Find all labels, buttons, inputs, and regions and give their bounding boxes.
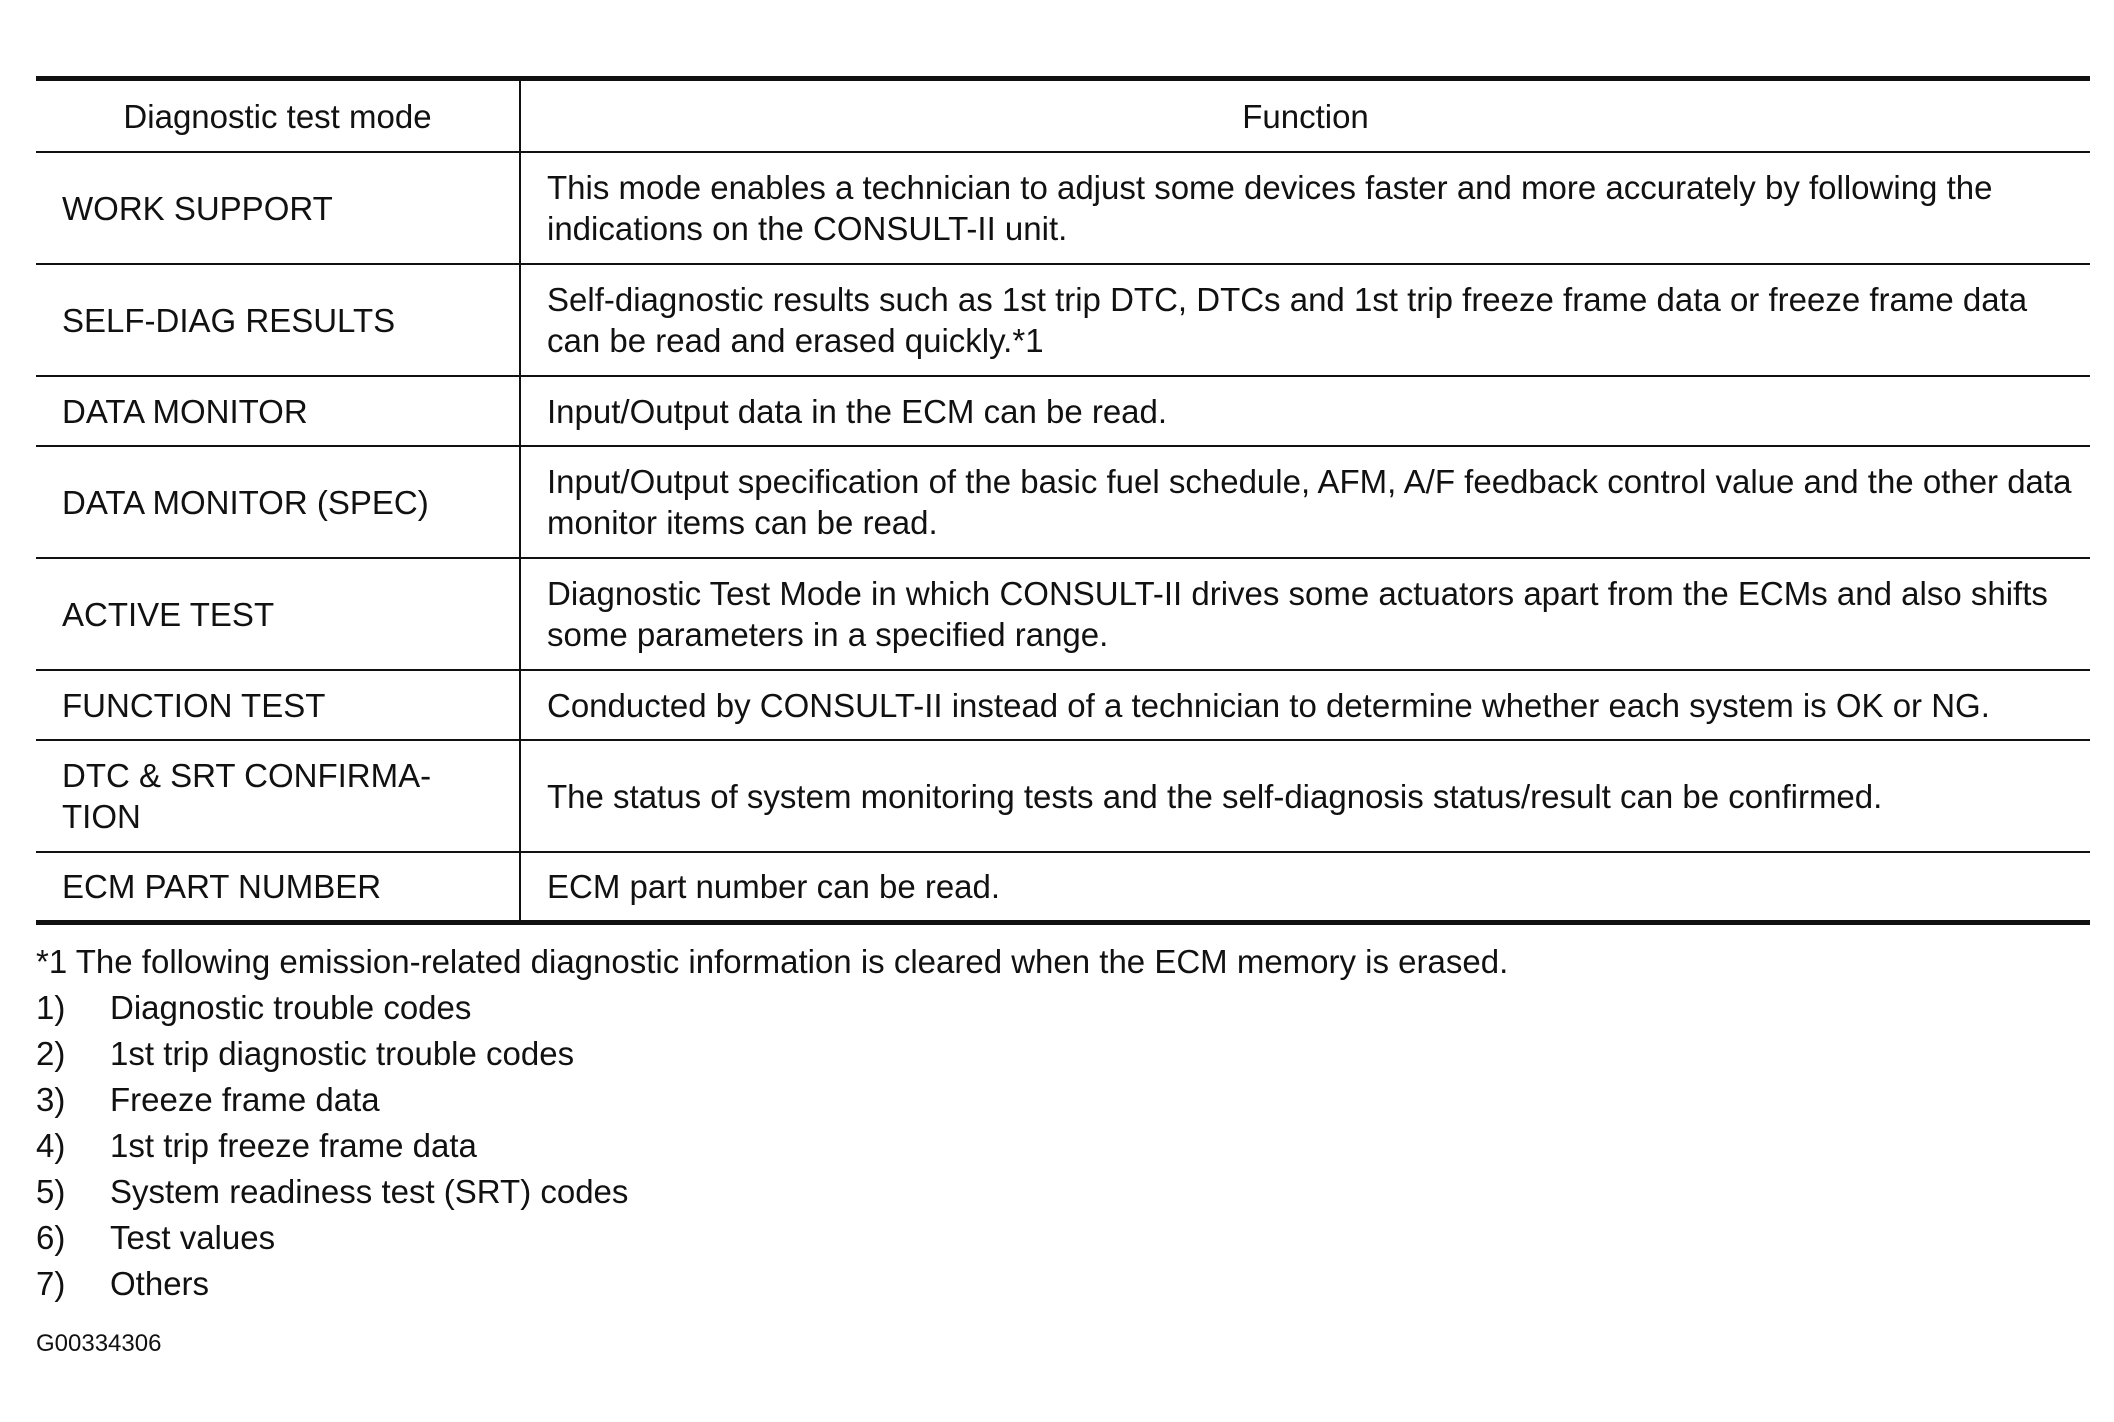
- row-function: ECM part number can be read.: [520, 852, 2090, 922]
- table-row: [36, 740, 2090, 852]
- list-item-number: 1): [36, 988, 66, 1026]
- diagnostic-mode-table: [36, 76, 2090, 925]
- row-function: This mode enables a technician to adjust some devices faster and more accurately by following the indications on the CONSULT-II unit.: [520, 152, 2090, 264]
- row-mode-data-monitor: DATA MONITOR: [36, 376, 520, 446]
- table-row: [36, 670, 2090, 740]
- list-item-number: 3): [36, 1080, 66, 1118]
- list-item-number: 7): [36, 1264, 66, 1302]
- list-item-label: 1st trip freeze frame data: [110, 1126, 477, 1164]
- list-item: [36, 1169, 2090, 1215]
- erased-info-list: [36, 985, 2090, 1307]
- list-item: [36, 1215, 2090, 1261]
- list-item-number: 6): [36, 1218, 66, 1256]
- row-mode-work-support: WORK SUPPORT: [36, 152, 520, 264]
- table-row: [36, 264, 2090, 376]
- list-item-label: Others: [110, 1264, 210, 1302]
- table-row: [36, 446, 2090, 558]
- list-item: [36, 1261, 2090, 1307]
- footnote-text: *1 The following emission-related diagnostic information is cleared when the ECM memory is erased.: [36, 942, 1509, 980]
- header-mode: Diagnostic test mode: [36, 79, 520, 153]
- row-function: Input/Output specification of the basic fuel schedule, AFM, A/F feedback control value and the other data monitor items can be read.: [520, 446, 2090, 558]
- list-item-label: Diagnostic trouble codes: [110, 988, 472, 1026]
- list-item: [36, 1077, 2090, 1123]
- table-header-row: [36, 79, 2090, 153]
- list-item-number: 5): [36, 1172, 66, 1210]
- row-function: Input/Output data in the ECM can be read.: [520, 376, 2090, 446]
- row-function: Conducted by CONSULT-II instead of a technician to determine whether each system is OK or NG.: [520, 670, 2090, 740]
- row-mode-self-diag-results: SELF-DIAG RESULTS: [36, 264, 520, 376]
- list-item-label: System readiness test (SRT) codes: [110, 1172, 629, 1210]
- list-item: [36, 1123, 2090, 1169]
- table-row: [36, 558, 2090, 670]
- list-item-label: Test values: [110, 1218, 276, 1256]
- row-mode-data-monitor-spec: DATA MONITOR (SPEC): [36, 446, 520, 558]
- list-item-number: 2): [36, 1034, 66, 1072]
- row-function: Self-diagnostic results such as 1st trip DTC, DTCs and 1st trip freeze frame data or freeze frame data can be read and erased quickly.*1: [520, 264, 2090, 376]
- table-row: [36, 376, 2090, 446]
- document-page: [36, 76, 2090, 1359]
- list-item-number: 4): [36, 1126, 66, 1164]
- row-function: Diagnostic Test Mode in which CONSULT-II drives some actuators apart from the ECMs and also shifts some parameters in a specified range.: [520, 558, 2090, 670]
- row-mode-ecm-part-number: ECM PART NUMBER: [36, 852, 520, 922]
- figure-id: G00334306: [36, 1329, 162, 1357]
- row-function: The status of system monitoring tests and the self-diagnosis status/result can be confirmed.: [520, 740, 2090, 852]
- row-mode-dtc-srt-confirmation: DTC & SRT CONFIRMA- TION: [36, 740, 520, 852]
- list-item-label: 1st trip diagnostic trouble codes: [110, 1034, 575, 1072]
- row-mode-function-test: FUNCTION TEST: [36, 670, 520, 740]
- list-item: [36, 1031, 2090, 1077]
- row-mode-active-test: ACTIVE TEST: [36, 558, 520, 670]
- list-item: [36, 985, 2090, 1031]
- table-row: [36, 852, 2090, 922]
- table-row: [36, 152, 2090, 264]
- list-item-label: Freeze frame data: [110, 1080, 380, 1118]
- header-function: Function: [520, 79, 2090, 153]
